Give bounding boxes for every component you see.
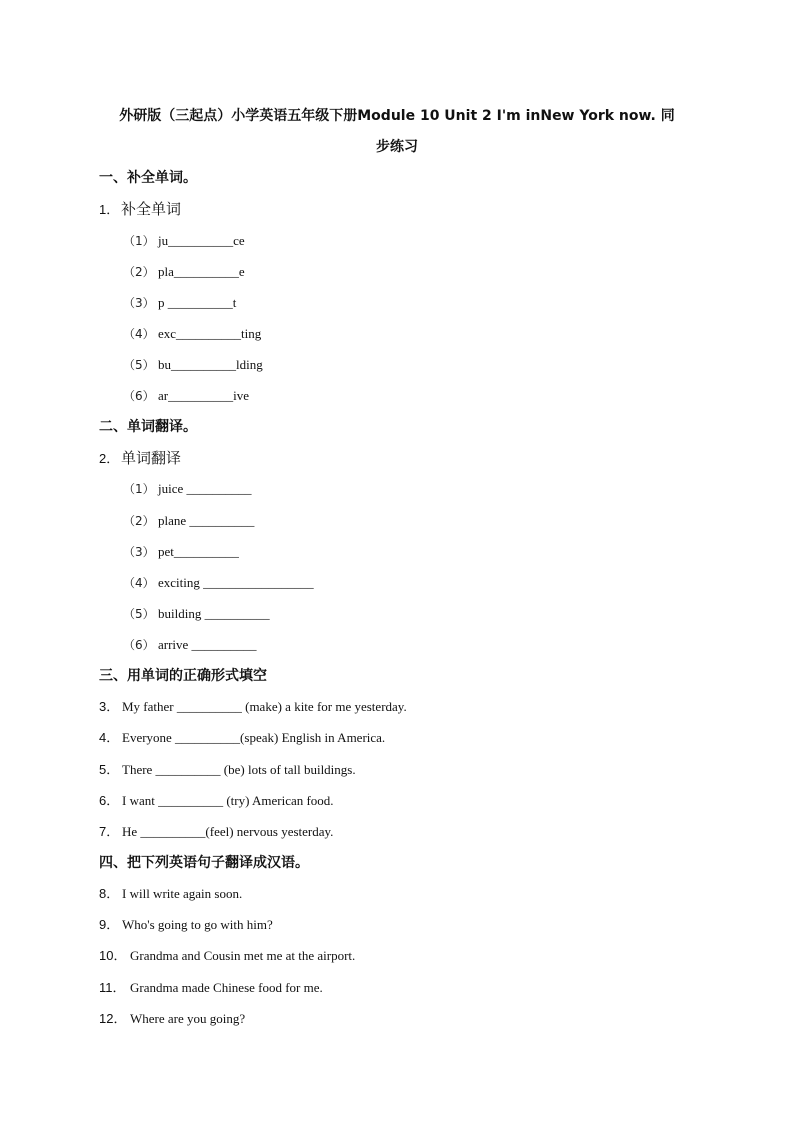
translate-question [99,946,355,966]
item-index: （3） [123,545,155,559]
question-1-item [123,262,245,282]
item-index: （6） [123,638,155,652]
section-heading-1: 一、补全单词。 [99,170,197,186]
question-text: He __________(feel) nervous yesterday. [122,824,334,839]
item-text: exciting _________________ [158,575,314,590]
fill-question [99,791,334,811]
question-text: Everyone __________(speak) English in America. [122,730,386,745]
question-number: 9． [99,917,120,932]
question-number: 4． [99,730,120,745]
question-text: I will write again soon. [122,886,243,901]
fill-question [99,697,407,717]
item-index: （2） [123,514,155,528]
question-number: 5． [99,762,120,777]
item-index: （6） [123,389,155,403]
question-2-item [123,479,252,499]
item-index: （2） [123,265,155,279]
item-text: juice __________ [158,481,252,496]
question-2-item [123,635,257,655]
translate-question [99,1009,245,1029]
question-number: 12． [99,1011,127,1026]
question-number: 8． [99,886,120,901]
question-text: Where are you going? [130,1011,246,1026]
question-text: I want __________ (try) American food. [122,793,334,808]
question-number: 6． [99,793,120,808]
question-2-item [123,542,239,562]
item-index: （1） [123,482,155,496]
item-index: （5） [123,358,155,372]
translate-question [99,915,273,935]
question-number: 7． [99,824,120,839]
question-text: My father __________ (make) a kite for me yesterday. [122,699,407,714]
section-heading-3: 三、用单词的正确形式填空 [99,668,267,684]
item-text: exc__________ting [158,326,262,341]
item-index: （4） [123,327,155,341]
question-number: 10． [99,948,127,963]
question-1-item [123,324,261,344]
question-1-item [123,355,263,375]
question-2-item [123,511,254,531]
item-text: pet__________ [158,544,239,559]
translate-question [99,978,323,998]
translate-question [99,884,242,904]
question-1-item [123,386,249,406]
item-text: ar__________ive [158,388,249,403]
item-text: pla__________e [158,264,245,279]
item-text: plane __________ [158,513,255,528]
question-1-heading [99,199,181,220]
item-text: arrive __________ [158,637,257,652]
document-title [96,101,698,163]
question-2-item [123,573,314,593]
item-text: building __________ [158,606,270,621]
item-index: （1） [123,234,155,248]
fill-question [99,822,333,842]
item-index: （3） [123,296,155,310]
fill-question [99,760,356,780]
fill-question [99,728,385,748]
item-text: p __________t [158,295,237,310]
item-text: ju__________ce [158,233,245,248]
question-number: 11． [99,980,126,995]
question-number: 1． [99,202,120,217]
question-label: 单词翻译 [121,449,182,467]
question-1-item [123,293,236,313]
section-heading-4: 四、把下列英语句子翻译成汉语。 [99,855,309,871]
item-index: （4） [123,576,155,590]
section-heading-2: 二、单词翻译。 [99,419,197,435]
question-number: 3． [99,699,120,714]
item-text: bu__________lding [158,357,263,372]
question-text: Who's going to go with him? [122,917,273,932]
item-index: （5） [123,607,155,621]
question-label: 补全单词 [121,200,182,218]
question-number: 2． [99,451,120,466]
question-2-heading [99,448,181,469]
question-2-item [123,604,270,624]
question-1-item [123,231,245,251]
question-text: Grandma made Chinese food for me. [130,980,323,995]
question-text: There __________ (be) lots of tall buildings. [122,762,356,777]
title-line-2: 步练习 [376,139,418,155]
question-text: Grandma and Cousin met me at the airport. [130,948,356,963]
title-line-1: 外研版（三起点）小学英语五年级下册Module 10 Unit 2 I'm inNew York now. 同 [119,108,675,124]
